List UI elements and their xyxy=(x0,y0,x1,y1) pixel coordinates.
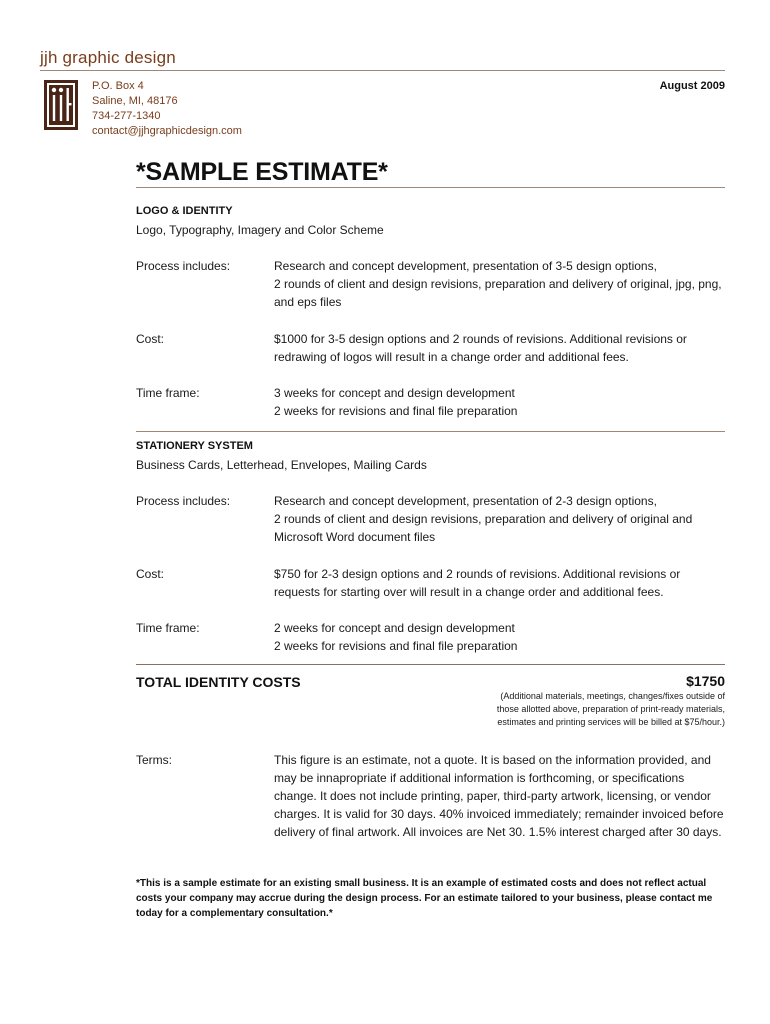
estimate-date: August 2009 xyxy=(659,80,725,92)
brand-name: jjh graphic design xyxy=(40,48,176,67)
jjh-monogram-icon xyxy=(44,80,78,130)
row-value xyxy=(274,619,729,655)
total-note-line: (Additional materials, meetings, changes/fixes outside of xyxy=(500,691,725,701)
row-line: 2 weeks for revisions and final file preparation xyxy=(274,404,518,418)
total-rule xyxy=(136,664,725,665)
total-note-line: estimates and printing services will be billed at $75/hour.) xyxy=(497,717,725,727)
page-title: *SAMPLE ESTIMATE* xyxy=(136,158,388,186)
contact-phone: 734-277-1340 xyxy=(92,110,161,122)
row-line: 3 weeks for concept and design development xyxy=(274,386,515,400)
contact-email: contact@jjhgraphicdesign.com xyxy=(92,125,242,137)
row-label: Process includes: xyxy=(136,259,231,273)
terms-line: may be innapropriate if additional information is forthcoming, or specifications xyxy=(274,771,685,785)
disclaimer-line: today for a complementary consultation.* xyxy=(136,908,333,919)
row-line: $1000 for 3-5 design options and 2 rounds of revisions. Additional revisions or xyxy=(274,332,687,346)
contact-city-line: Saline, MI, 48176 xyxy=(92,95,178,107)
row-line: redrawing of logos will result in a change order and additional fees. xyxy=(274,350,629,364)
disclaimer-line: costs your company may accrue during the design process. For an estimate tailored to your business, please contact me xyxy=(136,893,713,904)
terms-label: Terms: xyxy=(136,753,172,767)
total-note-line: those allotted above, preparation of print-ready materials, xyxy=(496,704,725,714)
title-rule xyxy=(136,187,725,188)
row-label: Cost: xyxy=(136,567,165,581)
section-heading-logo-identity: LOGO & IDENTITY xyxy=(136,205,233,217)
terms-text xyxy=(274,751,729,841)
terms-line: This figure is an estimate, not a quote. It is based on the information provided, and xyxy=(274,753,711,767)
row-line: $750 for 2-3 design options and 2 rounds of revisions. Additional revisions or xyxy=(274,567,681,581)
row-line: 2 weeks for concept and design development xyxy=(274,621,515,635)
contact-block xyxy=(92,79,242,139)
row-value xyxy=(274,492,729,546)
total-label: TOTAL IDENTITY COSTS xyxy=(136,674,301,690)
row-value xyxy=(274,257,729,311)
total-note xyxy=(497,690,725,729)
terms-line: delivery of final artwork. All invoices are Net 30. 1.5% interest charged after 30 days. xyxy=(274,825,722,839)
row-line: Research and concept development, presentation of 2-3 design options, xyxy=(274,494,657,508)
row-label: Time frame: xyxy=(136,386,200,400)
row-line: 2 rounds of client and design revisions, preparation and delivery of original, jpg, png, xyxy=(274,277,722,291)
row-label: Process includes: xyxy=(136,494,231,508)
total-amount: $1750 xyxy=(686,673,725,689)
section-subheading-logo-identity: Logo, Typography, Imagery and Color Scheme xyxy=(136,223,384,237)
row-value xyxy=(274,384,729,420)
row-line: 2 weeks for revisions and final file preparation xyxy=(274,639,518,653)
row-value xyxy=(274,565,729,601)
disclaimer xyxy=(136,876,728,921)
row-line: Microsoft Word document files xyxy=(274,530,436,544)
row-label: Time frame: xyxy=(136,621,200,635)
section-divider xyxy=(136,431,725,432)
row-line: and eps files xyxy=(274,295,342,309)
terms-line: charges. It is valid for 30 days. 40% invoiced immediately; remainder invoiced before xyxy=(274,807,724,821)
row-value xyxy=(274,330,729,366)
contact-address-line: P.O. Box 4 xyxy=(92,80,144,92)
row-line: Research and concept development, presentation of 3-5 design options, xyxy=(274,259,657,273)
row-label: Cost: xyxy=(136,332,165,346)
terms-line: change. It does not include printing, paper, third-party artwork, licensing, or vendor xyxy=(274,789,711,803)
row-line: requests for starting over will result in a change order and additional fees. xyxy=(274,585,664,599)
section-subheading-stationery: Business Cards, Letterhead, Envelopes, Mailing Cards xyxy=(136,458,427,472)
row-line: 2 rounds of client and design revisions, preparation and delivery of original and xyxy=(274,512,693,526)
section-heading-stationery: STATIONERY SYSTEM xyxy=(136,440,253,452)
disclaimer-line: *This is a sample estimate for an existing small business. It is an example of estimated costs and does not reflect actual xyxy=(136,878,707,889)
header-rule xyxy=(40,70,725,71)
